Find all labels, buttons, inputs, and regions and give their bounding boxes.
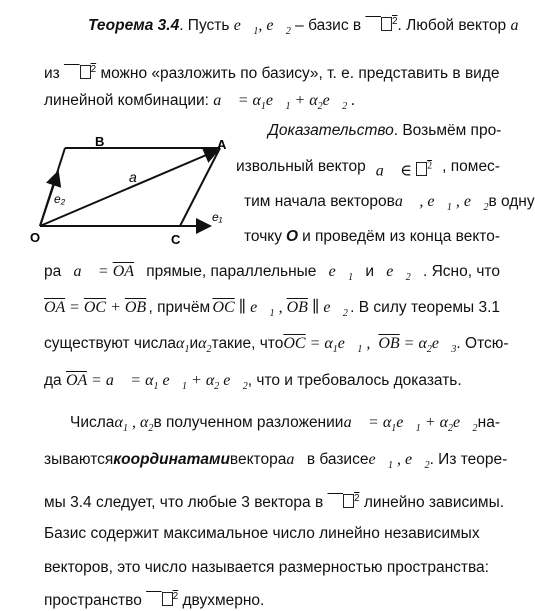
math-combination: a⃗ = $\alpha_1e⃗_1$ + $\alpha_2e⃗_2$ . — [213, 92, 356, 113]
coords-line-1: Числа $\alpha_1$ , $\alpha_2$ в полученном разложении a⃗ = $\alpha_1e⃗_1$ + $\alpha_2e⃗_2$ на- — [70, 414, 500, 435]
math-basis: $e⃗_1$, $e⃗_2$ — [233, 17, 291, 38]
label-C: C — [171, 232, 181, 247]
theorem-line-3: линейной комбинации: a⃗ = $\alpha_1e⃗_1$ + $\alpha_2e⃗_2$ . — [44, 92, 356, 113]
plane-symbol: 2 — [64, 65, 96, 82]
coords-line-6: пространство $^2$ двухмерно. — [44, 591, 265, 610]
coords-line-5: векторов, это число называется размерностью пространства: — [44, 559, 489, 576]
parallelogram-figure — [30, 120, 270, 260]
label-e2: e₂ — [54, 192, 66, 206]
theorem-line-1: Теорема 3.4. Пусть $e⃗_1$, $e⃗_2$ – базис в $^2$. Любой вектор a⃗ — [88, 16, 531, 38]
coords-line-2: зываются координатами вектора a⃗ в базисе $e⃗_1$ , $e⃗_2$ . Из теоре- — [44, 450, 500, 476]
plane-symbol: 2 — [328, 494, 360, 511]
proof-line-5: ра a⃗ = $\overline{OA}$ прямые, параллельные $e⃗_1$ и $e⃗_2$ . Ясно, что — [44, 263, 500, 284]
math-vector-a: a⃗ — [510, 17, 531, 35]
proof-line-6: $\overline{OA} = \overline{OC} + \overline{OB}$ , причём $\overline{OC}$ ∥ $e⃗_1$ , $\overline{OB}$ ∥ $e⃗_2$ . В силу теоремы 3.1 — [44, 299, 500, 320]
proof-line-1: Доказательство. Возьмём про- — [268, 122, 502, 139]
vector-a-arrow — [40, 150, 218, 226]
proof-line-4: точку O и проведём из конца векто- — [244, 228, 500, 245]
label-a: a — [129, 169, 137, 185]
coords-line-4: Базис содержит максимальное число линейно независимых — [44, 525, 480, 542]
theorem-line-2: из $^2$ можно «разложить по базису», т. е. представить в виде — [44, 64, 500, 83]
label-e1: e₁ — [212, 210, 223, 224]
plane-symbol: 2 — [365, 17, 397, 34]
proof-title: Доказательство — [268, 122, 394, 139]
label-B: B — [95, 134, 105, 149]
theorem-title: Теорема 3.4 — [88, 17, 180, 35]
label-O: O — [30, 230, 41, 245]
proof-line-2: извольный вектор a⃗ ∈ $^2$ , помес- — [236, 158, 500, 180]
plane-symbol: 2 — [146, 592, 178, 609]
coords-line-3: мы 3.4 следует, что любые 3 вектора в $^2$ линейно зависимы. — [44, 493, 505, 512]
proof-line-3: тим начала векторов a⃗ , $e⃗_1$ , $e⃗_2$ в одну — [244, 193, 535, 214]
term-coordinates: координатами — [113, 451, 230, 468]
label-A: A — [217, 137, 227, 152]
proof-line-7: существуют числа $\alpha_1$ и $\alpha_2$ такие, что $\overline{OC}$ = $\alpha_1e⃗_1$ , $\overline{OB}$ = $\alpha_2e⃗_3$ . Отсю- — [44, 335, 509, 356]
proof-line-8: да $\overline{OA}$ = a⃗ = $\alpha_1$ $e⃗_1 + \alpha_2$ $e⃗_2$, что и требовалось доказать. — [44, 372, 462, 393]
